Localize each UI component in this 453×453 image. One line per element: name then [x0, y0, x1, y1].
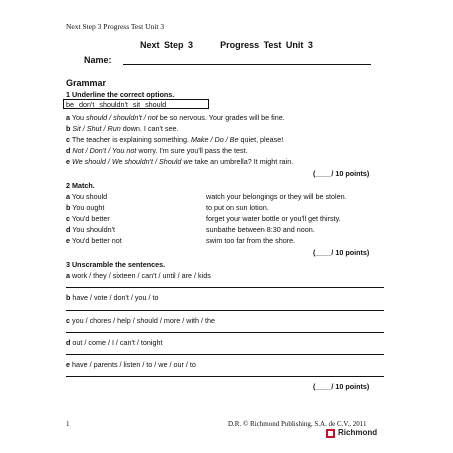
item-text: You shouldn't — [72, 225, 115, 234]
item-letter: c — [66, 135, 70, 144]
item-text: have / vote / don't / you / to — [72, 293, 159, 302]
item-letter: a — [66, 192, 70, 201]
answer-line[interactable] — [66, 332, 384, 333]
item-options[interactable]: should / shouldn't / not — [86, 113, 158, 122]
match-right-item[interactable]: watch your belongings or they will be stolen. — [206, 192, 347, 201]
item-letter: a — [66, 113, 70, 122]
item-text: You'd better not — [71, 236, 122, 245]
unscramble-item — [66, 293, 158, 302]
item-letter: b — [66, 293, 71, 302]
match-left-item[interactable] — [66, 192, 107, 201]
section1-item — [66, 135, 283, 144]
unscramble-item — [66, 271, 211, 280]
item-text: You ought — [72, 203, 105, 212]
item-text: be so nervous. Your grades will be fine. — [157, 113, 285, 122]
match-right-item[interactable]: forget your water bottle or you'll get thirsty. — [206, 214, 341, 223]
answer-line[interactable] — [66, 310, 384, 311]
item-text: You — [71, 113, 86, 122]
match-right-item[interactable]: to put on sun lotion. — [206, 203, 269, 212]
item-text: You'd better — [71, 214, 110, 223]
word-box: be don't shouldn't sit should — [63, 99, 209, 109]
item-text: you / chores / help / should / more / with / the — [72, 316, 216, 325]
item-letter: b — [66, 124, 71, 133]
name-field-line[interactable] — [123, 64, 371, 65]
unscramble-item — [66, 360, 196, 369]
answer-line[interactable] — [66, 287, 384, 288]
item-text: down. I can't see. — [120, 124, 179, 133]
match-right-item[interactable]: swim too far from the shore. — [206, 236, 296, 245]
item-letter: b — [66, 203, 71, 212]
match-right-item[interactable]: sunbathe between 8:30 and noon. — [206, 225, 315, 234]
grammar-heading: Grammar — [66, 78, 107, 88]
section1-heading: 1 Underline the correct options. — [66, 90, 175, 99]
match-left-item[interactable] — [66, 203, 104, 212]
item-text: have / parents / listen / to / we / our / to — [72, 360, 196, 369]
publisher-logo: Richmond — [338, 428, 378, 437]
section3-heading: 3 Unscramble the sentences. — [66, 260, 166, 269]
item-letter: d — [66, 146, 71, 155]
item-text: take an umbrella? It might rain. — [192, 157, 294, 166]
section3-points: (____/ 10 points) — [313, 382, 370, 391]
match-left-item[interactable] — [66, 214, 110, 223]
section1-item — [66, 113, 285, 122]
item-letter: e — [66, 360, 70, 369]
item-letter: e — [66, 236, 70, 245]
item-letter: e — [66, 157, 70, 166]
page-number: 1 — [66, 420, 70, 428]
section1-item — [66, 124, 178, 133]
section2-points: (____/ 10 points) — [313, 248, 370, 257]
header-note: Next Step 3 Progress Test Unit 3 — [66, 22, 165, 31]
unscramble-item — [66, 316, 215, 325]
item-text: out / come / I / can't / tonight — [72, 338, 163, 347]
item-text: work / they / sixteen / can't / until / are / kids — [72, 271, 211, 280]
section1-item — [66, 146, 248, 155]
item-text: quiet, please! — [238, 135, 284, 144]
item-letter: d — [66, 338, 71, 347]
page-title: Next Step 3 Progress Test Unit 3 — [140, 40, 313, 50]
item-text: worry. I'm sure you'll pass the test. — [136, 146, 248, 155]
item-options[interactable]: Not / Don't / You not — [72, 146, 137, 155]
item-letter: c — [66, 214, 70, 223]
answer-line[interactable] — [66, 376, 384, 377]
section2-heading: 2 Match. — [66, 181, 95, 190]
item-text: You should — [71, 192, 108, 201]
name-label: Name: — [84, 55, 112, 65]
item-letter: a — [66, 271, 70, 280]
answer-line[interactable] — [66, 354, 384, 355]
section1-points: (____/ 10 points) — [313, 169, 370, 178]
match-left-item[interactable] — [66, 225, 115, 234]
item-letter: d — [66, 225, 71, 234]
item-options[interactable]: We should / We shouldn't / Should we — [72, 157, 193, 166]
copyright: D.R. © Richmond Publishing, S.A. de C.V., 2011 — [228, 420, 367, 428]
unscramble-item — [66, 338, 162, 347]
item-options[interactable]: Make / Do / Be — [190, 135, 239, 144]
match-left-item[interactable] — [66, 236, 122, 245]
section1-item — [66, 157, 293, 166]
item-text: The teacher is explaining something. — [71, 135, 191, 144]
item-options[interactable]: Sit / Shut / Run — [72, 124, 121, 133]
richmond-logo-icon — [326, 429, 335, 438]
item-letter: c — [66, 316, 70, 325]
